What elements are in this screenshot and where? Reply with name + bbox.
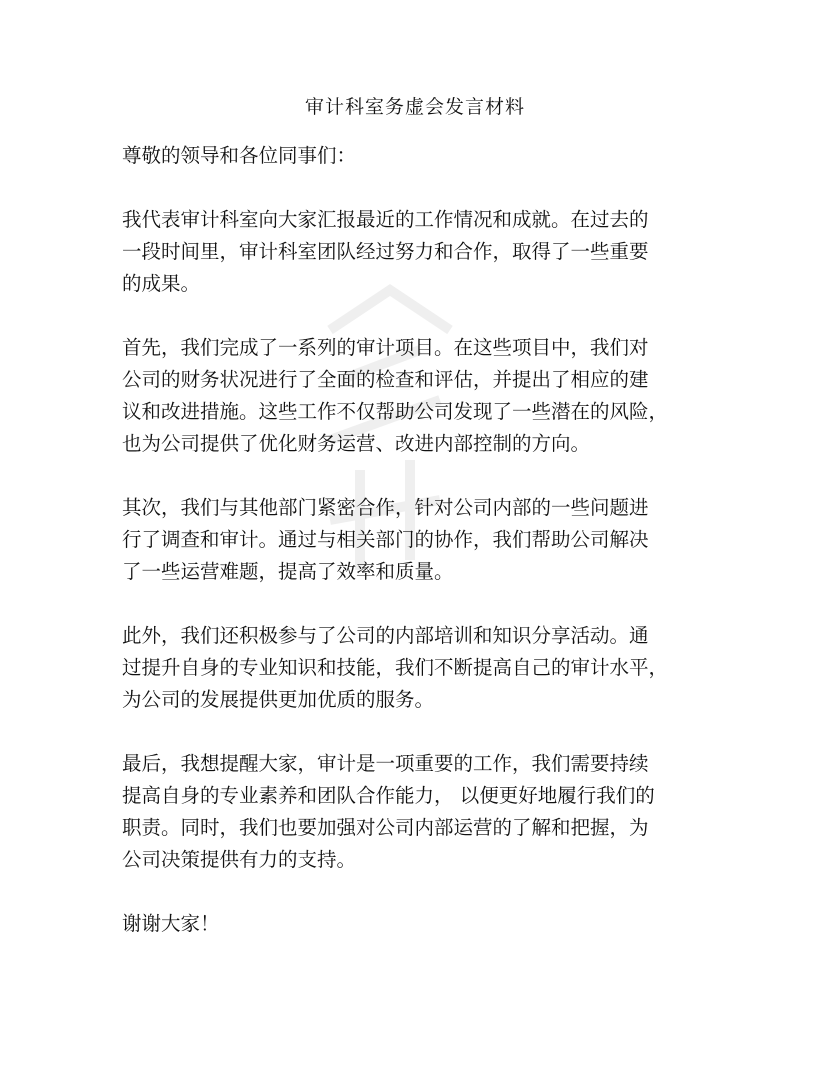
paragraph-line: 一段时间里，审计科室团队经过努力和合作，取得了一些重要 (122, 240, 649, 263)
paragraph-line: 此外，我们还积极参与了公司的内部培训和知识分享活动。通 (122, 624, 649, 647)
closing-line: 谢谢大家！ (122, 912, 220, 935)
paragraph-line: 职责。同时，我们也要加强对公司内部运营的了解和把握，为 (122, 816, 649, 839)
paragraph-4 (122, 620, 722, 716)
paragraph-line: 公司决策提供有力的支持。 (122, 848, 357, 871)
paragraph-line: 过提升自身的专业知识和技能，我们不断提高自己的审计水平， (122, 656, 669, 679)
paragraph-1 (122, 204, 722, 300)
paragraph-line: 行了调查和审计。通过与相关部门的协作，我们帮助公司解决 (122, 528, 649, 551)
paragraph-2 (122, 332, 722, 460)
paragraph-line: 公司的财务状况进行了全面的检查和评估，并提出了相应的建 (122, 368, 649, 391)
document-title: 审计科室务虚会发言材料 (304, 96, 525, 118)
paragraph-line: 议和改进措施。这些工作不仅帮助公司发现了一些潜在的风险， (122, 400, 669, 423)
paragraph-line: 其次，我们与其他部门紧密合作，针对公司内部的一些问题进 (122, 496, 649, 519)
paragraph-5 (122, 748, 722, 876)
paragraph-line: 了一些运营难题，提高了效率和质量。 (122, 560, 454, 583)
salutation: 尊敬的领导和各位同事们： (122, 144, 357, 167)
paragraph-line: 为公司的发展提供更加优质的服务。 (122, 688, 435, 711)
paragraph-line: 首先，我们完成了一系列的审计项目。在这些项目中，我们对 (122, 336, 649, 359)
paragraph-line: 也为公司提供了优化财务运营、改进内部控制的方向。 (122, 432, 591, 455)
paragraph-line: 最后，我想提醒大家，审计是一项重要的工作，我们需要持续 (122, 752, 649, 775)
paragraph-line: 的成果。 (122, 272, 201, 295)
paragraph-line: 我代表审计科室向大家汇报最近的工作情况和成就。在过去的 (122, 208, 649, 231)
paragraph-line: 提高自身的专业素养和团队合作能力， 以便更好地履行我们的 (122, 784, 655, 807)
document-body (122, 140, 722, 940)
paragraph-3 (122, 492, 722, 588)
